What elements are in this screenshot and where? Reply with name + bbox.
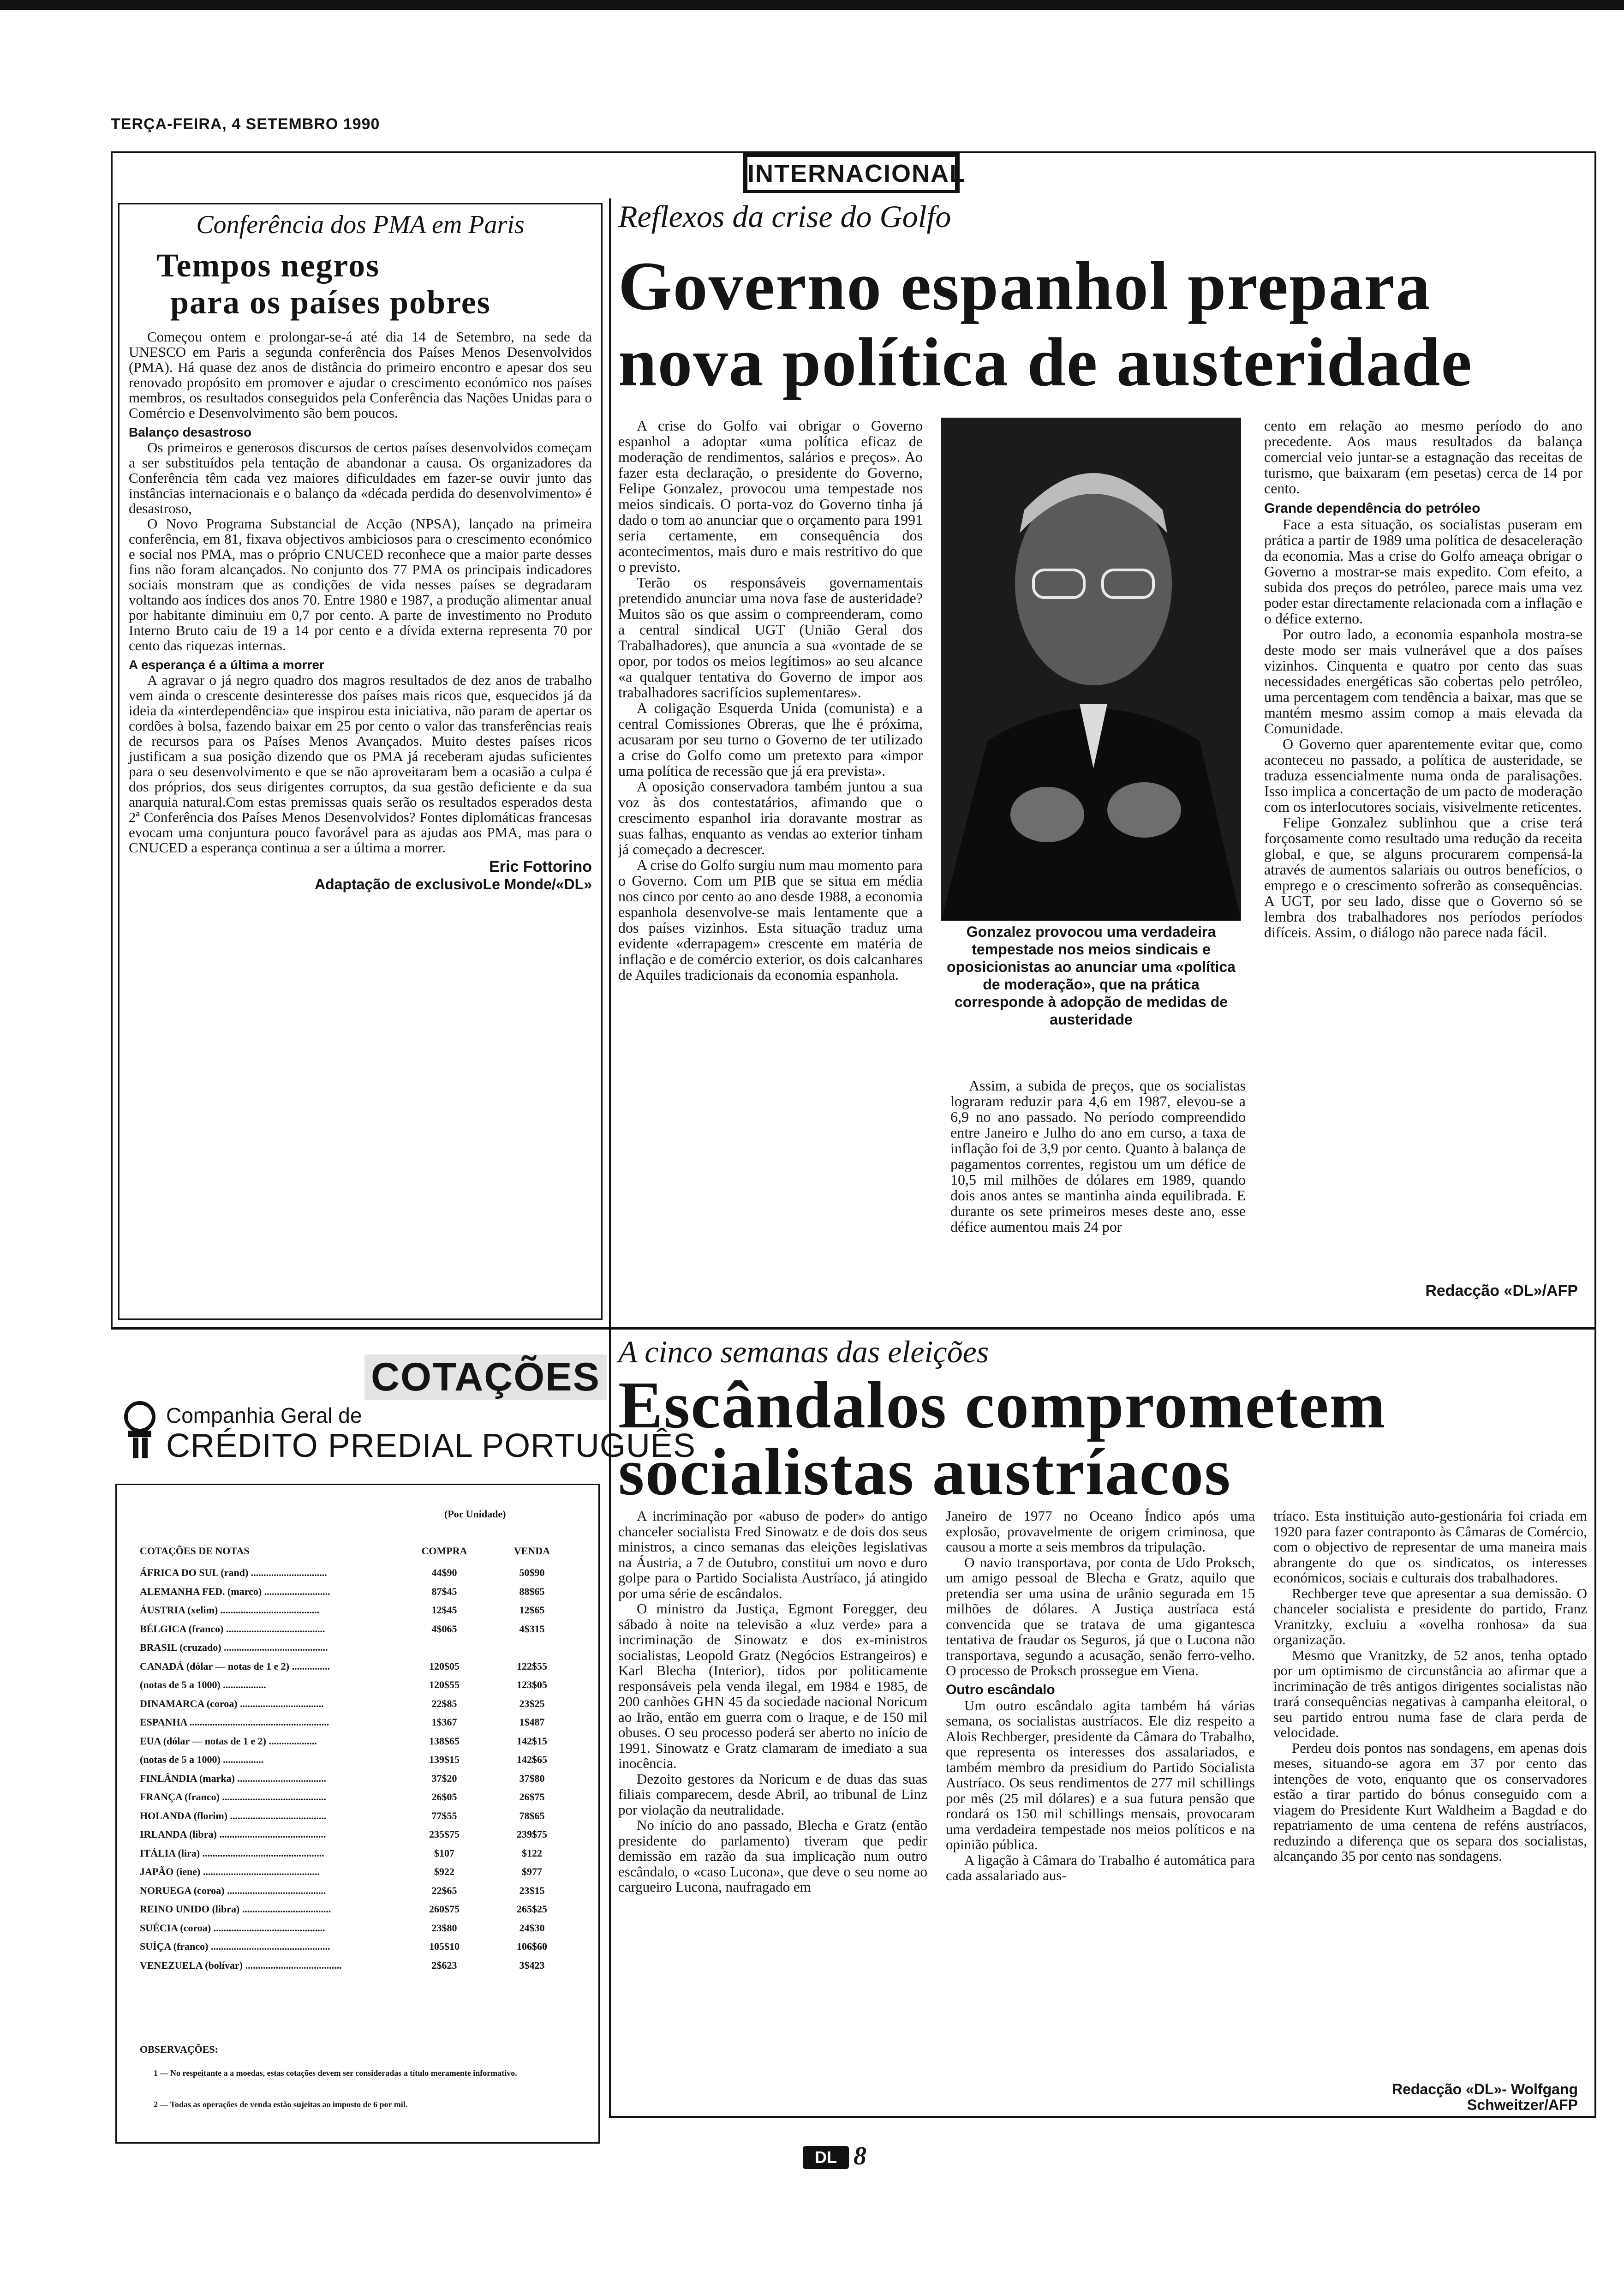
paragraph: Por outro lado, a economia espanhola mostra-se deste modo ser mais vulnerável que a dos países vizinhos. Cinquenta e quatro por cento das suas necessidades energéticas são cobertas pelo petróleo, uma percentagem com tendência a baixar, mas que se mantém mesmo assim comop a mais elevada da Comunidade. — [1264, 626, 1582, 737]
table-row — [140, 1807, 573, 1826]
paragraph: No início do ano passado, Blecha e Gratz (então presidente do parlamento) tiveram que pedir demissão em razão da sua implicação num outro escândalo, o «caso Lucona», que deve o seu nome ao cargueiro Lucona, naufragado em — [618, 1817, 927, 1895]
sell-cell: 88$65 — [519, 1585, 545, 1597]
buy-cell: 87$45 — [431, 1585, 457, 1597]
frame-right-rule — [1594, 152, 1596, 2118]
dl-logo-icon: DL — [803, 2146, 849, 2169]
sell-cell: 50$90 — [519, 1567, 545, 1579]
main-col-1 — [618, 418, 923, 983]
buy-cell: 235$75 — [429, 1828, 460, 1840]
paragraph: A ligação à Câmara do Trabalho é automática para cada assalariado aus- — [946, 1852, 1255, 1883]
currency-cell: (notas de 5 a 1000) ................. — [140, 1679, 266, 1691]
currency-cell: DINAMARCA (coroa) ................................. — [140, 1697, 324, 1709]
currency-cell: FRANÇA (franco) ......................................... — [140, 1791, 326, 1803]
main-kicker: Reflexos da crise do Golfo — [618, 199, 951, 234]
austria-kicker: A cinco semanas das eleições — [618, 1334, 989, 1369]
paragraph: Dezoito gestores da Noricum e de duas das suas filiais comparecem, desde Abril, ao tribunal de Linz por violação da neutralidade. — [618, 1770, 927, 1818]
paragraph: O Governo quer aparentemente evitar que, como aconteceu no passado, a política de austeridade, se traduza essencialmente numa onda de paralisações. Isso implica a concertação de um pacto de moderação com os interlocutores sociais, visivelmente reticentes. — [1264, 736, 1582, 815]
buy-cell: 22$85 — [431, 1697, 457, 1709]
currency-cell: SUÉCIA (coroa) ............................................ — [140, 1922, 325, 1934]
sell-cell: 239$75 — [517, 1828, 547, 1840]
currency-cell: ALEMANHA FED. (marco) .......................... — [140, 1585, 330, 1597]
subheading: Outro escândalo — [946, 1682, 1055, 1697]
sell-cell: $977 — [522, 1866, 542, 1878]
buy-cell — [398, 1638, 490, 1657]
table-row — [140, 1882, 573, 1900]
buy-cell: 260$75 — [429, 1903, 460, 1915]
currency-cell: ESPANHA ....................................................... — [140, 1716, 329, 1728]
sell-cell: 24$30 — [519, 1922, 545, 1934]
subheading: Grande dependência do petróleo — [1264, 501, 1481, 516]
col-header-sell: VENDA — [513, 1545, 550, 1557]
currency-cell: JAPÃO (iene) .............................................. — [140, 1866, 320, 1878]
sell-cell: 1$487 — [519, 1716, 545, 1728]
subheading: Balanço desastroso — [129, 425, 252, 439]
horizontal-divider — [111, 1327, 1596, 1330]
table-row — [140, 1713, 573, 1732]
table-row — [140, 1956, 573, 1975]
left-kicker: Conferência dos PMA em Paris — [196, 210, 525, 239]
main-col-2 — [950, 1078, 1246, 1234]
paragraph: tríaco. Esta instituição auto-gestionária foi criada em 1920 para fazer contraponto às Câmaras de Comércio, com o objectivo de representar de uma maneira mais abrangente do que os sindicatos, os interesses económicos, sociais e culturais dos trabalhadores. — [1273, 1508, 1587, 1586]
sell-cell: 142$15 — [517, 1735, 547, 1747]
col-header-notes: COTAÇÕES DE NOTAS — [140, 1545, 250, 1557]
paragraph: A incriminação por «abuso de poder» do antigo chanceler socialista Fred Sinowatz e de dois dos seus ministros, a cinco semanas das eleições legislativas na Áustria, a 7 de Outubro, constitui um novo e duro golpe para o Partido Socialista Austríaco, já atingido por uma série de escândalos. — [618, 1508, 927, 1601]
currency-cell: BRASIL (cruzado) ......................................... — [140, 1642, 328, 1654]
sell-cell: 106$60 — [517, 1941, 547, 1953]
main-col-3 — [1264, 418, 1582, 940]
buy-cell: 1$367 — [431, 1716, 457, 1728]
currency-cell: ÁUSTRIA (xelim) ....................................... — [140, 1604, 320, 1616]
paragraph: A coligação Esquerda Unida (comunista) e a central Comissiones Obreras, que lhe é próxima, acusaram por seu turno o Governo de ter utilizado a crise do Golfo como um pretexto para «impor uma política de recessão que já era prevista». — [618, 700, 923, 779]
austria-headline-2: socialistas austríacos — [618, 1435, 1231, 1509]
table-row — [140, 1844, 573, 1863]
main-credit: Redacção «DL»/AFP — [1425, 1282, 1578, 1300]
buy-cell: 139$15 — [429, 1754, 460, 1766]
table-row — [140, 1919, 573, 1938]
austria-headline-1: Escândalos comprometem — [618, 1368, 1386, 1442]
currency-cell: REINO UNIDO (libra) ................................... — [140, 1903, 331, 1915]
buy-cell: 37$20 — [431, 1772, 457, 1784]
austria-credit — [1338, 2081, 1578, 2113]
paragraph: O ministro da Justiça, Egmont Foregger, deu sábado à noite na televisão a «luz verde» para a incriminação de Sinowatz e dos ex-ministros socialistas, Leopold Gratz (Negócios Estrangeiros) e Karl Blecha (Interior), tidos por politicamente responsáveis pela venda ilegal, em 1984 e 1985, de 200 canhões GHN 45 da sociedade nacional Noricum ao Irão, então em guerra com o Iraque, e de 150 mil obuses. O seu processo poderá ser aberto no início de 1991. Sinowatz e Gratz clamaram de imediato a sua inocência. — [618, 1600, 927, 1771]
buy-cell: 4$065 — [431, 1623, 457, 1635]
paragraph: Rechberger teve que apresentar a sua demissão. O chanceler socialista e presidente do partido, Franz Vranitzky, excluiu a «ovelha ronhosa» da sua organização. — [1273, 1585, 1587, 1648]
left-headline-1: Tempos negros — [156, 247, 380, 284]
table-row — [140, 1582, 573, 1601]
currency-cell: VENEZUELA (bolívar) ...................................... — [140, 1959, 342, 1971]
credit-line-2: Schweitzer/AFP — [1467, 2097, 1578, 2113]
austria-col-1 — [618, 1508, 927, 1895]
buy-cell: 22$65 — [431, 1884, 457, 1896]
currency-cell: SUÍÇA (franco) ............................................... — [140, 1941, 330, 1953]
paragraph: Janeiro de 1977 no Oceano Índico após uma explosão, provavelmente de origem criminosa, que causou a morte a seis membros da tripulação. — [946, 1508, 1255, 1555]
buy-cell: 105$10 — [429, 1941, 460, 1953]
unit-label: (Por Unidade) — [444, 1508, 506, 1520]
sell-cell: 265$25 — [517, 1903, 547, 1915]
subheading: A esperança é a última a morrer — [129, 658, 324, 672]
observation-2: 2 — Todas as operações de venda estão sujeitas ao imposto de 6 por mil. — [154, 2100, 408, 2109]
paragraph: A oposição conservadora também juntou a sua voz às dos contestatários, afimando que o crescimento espanhol iria doravante mostrar as suas falhas, enquanto as vendas ao exterior tinham já começado a decrescer. — [618, 778, 923, 857]
paragraph: Assim, a subida de preços, que os socialistas lograram reduzir para 4,6 em 1987, elevou-se a 6,9 no ano passado. No período compreendido entre Janeiro e Julho do ano em curso, a taxa de inflação foi de 3,9 por cento. Quanto à balança de pagamentos correntes, registou um um défice de 10,5 mil milhões de dólares em 1989, quando dois anos antes se mantinha ainda equilibrada. E durante os sete primeiros meses deste ano, esse défice aumentou mais 24 por — [950, 1077, 1246, 1235]
currency-cell: NORUEGA (coroa) ....................................... — [140, 1884, 326, 1896]
paragraph: A crise do Golfo vai obrigar o Governo espanhol a adoptar «uma política eficaz de moderação de rendimentos, salários e preços». Ao fazer esta declaração, o presidente do Governo, Felipe Gonzalez, provocou uma tempestade nos meios sindicais. O porta-voz do Governo tinha já dado o tom ao anunciar que o orçamento para 1991 seria certamente, em consequência dos acontecimentos, mais duro e mais restritivo do que o previsto. — [618, 417, 923, 575]
paragraph: A agravar o já negro quadro dos magros resultados de dez anos de trabalho vem ainda o crescente desinteresse dos países mais ricos que, esquecidos já da ideia da «interdependência» que inspirou esta iniciativa, não param de apertar os cordões à bolsa, fazendo baixar em 25 por cento o valor das transferências reais de recursos para os Países Menos Avançados. Muito destes países ricos justificam a sua posição dizendo que os PMA já receberam ajudas suficientes para o seu desenvolvimento e que se não aproveitaram bem a ocasião a culpa é dos próprios, dos seus dirigentes corruptos, da sua gestão deficiente e da sua anarquia natural.Com estas premissas quais serão os resultados esperados desta 2ª Conferência dos Países Menos Desenvolvidos? Fontes diplomáticas francesas evocam uma conjuntura pouco favorável para as ajudas aos PMA, mas para o CNUCED a esperança continua a ser a última a morrer. — [129, 672, 592, 856]
paragraph: cento em relação ao mesmo período do ano precedente. Aos maus resultados da balança comercial veio juntar-se a estagnação das receitas de turismo, que baixaram (em pesetas) cerca de 14 por cento. — [1264, 417, 1582, 497]
company-name-bottom: CRÉDITO PREDIAL PORTUGUÊS — [166, 1427, 696, 1464]
sell-cell: 4$315 — [519, 1623, 545, 1635]
rates-table — [140, 1545, 573, 1975]
observation-1: 1 — No respeitante a a moedas, estas cotações devem ser consideradas a título meramente informativo. — [154, 2068, 517, 2078]
table-row — [140, 1620, 573, 1639]
table-row — [140, 1937, 573, 1956]
buy-cell: $922 — [434, 1866, 454, 1878]
section-label: INTERNACIONAL — [747, 157, 955, 190]
column-divider — [609, 198, 611, 2118]
left-body — [129, 329, 592, 855]
paragraph: A crise do Golfo surgiu num mau momento para o Governo. Com um PIB que se situa em média nos cinco por cento ao ano desde 1988, a economia espanhola desenvolve-se mais lentamente que a dos países vizinhos. Esta situação traduz uma evidente «derrapagem» crescente em matéria de inflação e de comércio exterior, os dois calcanhares de Aquiles tradicionais da economia espanhola. — [618, 857, 923, 983]
credit-line-1: Redacção «DL»- Wolfgang — [1391, 2081, 1578, 2097]
buy-cell: 120$55 — [429, 1679, 460, 1691]
main-headline-1: Governo espanhol prepara — [618, 248, 1432, 324]
left-article-box — [118, 203, 603, 1320]
currency-cell: CANADÁ (dólar — notas de 1 e 2) ............... — [140, 1660, 330, 1672]
frame-left-rule — [111, 152, 113, 1329]
paragraph: Perdeu dois pontos nas sondagens, em apenas dois meses, situando-se agora em 37 por cento das intenções de voto, enquanto que os conservadores estão a tirar partido do bónus conseguido com a viagem do Presidente Kurt Waldheim a Bagdad e do repatriamento de uma centena de reféns austríacos, reduzindo a diferença que os separa dos socialistas, alcançando 35 por cento nas sondagens. — [1273, 1739, 1587, 1864]
austria-col-2 — [946, 1508, 1255, 1883]
quotes-title: COTAÇÕES — [364, 1354, 607, 1400]
sell-cell: 23$25 — [519, 1697, 545, 1709]
sell-cell: $122 — [522, 1847, 542, 1859]
observations-title: OBSERVAÇÕES: — [140, 2043, 218, 2055]
currency-cell: HOLANDA (florim) ...................................... — [140, 1810, 327, 1822]
table-row — [140, 1564, 573, 1582]
left-headline-2: para os países pobres — [170, 284, 491, 321]
author: Eric Fottorino — [489, 858, 592, 875]
portrait-image — [941, 418, 1241, 921]
col-header-buy: COMPRA — [421, 1545, 467, 1557]
company-name-top: Companhia Geral de — [166, 1403, 362, 1427]
buy-cell: 26$05 — [431, 1791, 457, 1803]
sell-cell — [490, 1638, 573, 1657]
currency-cell: BÉLGICA (franco) ....................................... — [140, 1623, 325, 1635]
table-row — [140, 1638, 573, 1657]
main-headline-2: nova política de austeridade — [618, 324, 1473, 401]
paragraph: Os primeiros e generosos discursos de certos países desenvolvidos começam a ser substituídos pela tentação de abandonar a causa. Os organizadores da Conferência têm cada vez maiores dificuldades em fazer-se ouvir junto das instâncias internacionais e o balanço da «década perdida do desenvolvimento» é desastroso, — [129, 439, 592, 516]
paragraph: Um outro escândalo agita também há várias semana, os socialistas austríacos. Ele diz respeito a Alois Rechberger, presidente da Câmara do Trabalho, que representa os interesses dos assalariados, e também membro da presidium do Partido Socialista Austríaco. Os seus rendimentos de 277 mil schillings por mês (25 mil dólares) e a sua futura pensão que rondará os 150 mil schillings mensais, provocaram uma verdadeira tempestade nos meios políticos e na opinião pública. — [946, 1697, 1255, 1852]
table-row — [140, 1825, 573, 1844]
photo-caption: Gonzalez provocou uma verdadeira tempestade nos meios sindicais e oposicionistas ao anunciar uma «política de moderação», que na prática corresponde à adopção de medidas de austeridade — [947, 923, 1236, 1028]
table-row — [140, 1695, 573, 1714]
table-row — [140, 1750, 573, 1769]
sell-cell: 26$75 — [519, 1791, 545, 1803]
buy-cell: 77$55 — [431, 1810, 457, 1822]
sell-cell: 3$423 — [519, 1959, 545, 1971]
paragraph: Felipe Gonzalez sublinhou que a crise terá forçosamente como resultado uma redução da receita global, e que, se alguns procurarem compensá-la através de aumentos salariais ou outros benefícios, o emprego e o crescimento sofrerão as consequências. A UGT, por seu lado, disse que o Governo só se lembra dos trabalhadores nos períodos períodos difíceis. Assim, o diálogo não parece nada fácil. — [1264, 814, 1582, 941]
table-row — [140, 1657, 573, 1676]
credit: Adaptação de exclusivoLe Monde/«DL» — [314, 876, 592, 893]
paragraph: O Novo Programa Substancial de Acção (NPSA), lançado na primeira conferência, em 81, fixava objectivos ambiciosos para o crescimento económico e social nos PMA, mas o próprio CNUCED reconhece que a maior parte desses fins não foram alcançados. No conjunto dos 77 PMA os principais indicadores sociais monstram que as condições de vida nesses países se degradaram voltando aos índices dos anos 70. Entre 1980 e 1987, a produção alimentar anual por habitante diminuiu em 0,7 por cento. A parte de investimento no Produto Interno Bruto caiu de 19 a 14 por cento e a dívida externa representa 70 por cento das riquezas internas. — [129, 515, 592, 653]
paragraph: Terão os responsáveis governamentais pretendido anunciar uma nova fase de austeridade? Muitos são os que assim o compreenderam, como a central sindical UGT (União Geral dos Trabalhadores), que anuncia a sua «vontade de se opor, por todos os meios legítimos» ao seu alcance «a qualquer tentativa do Governo de impor aos trabalhadores sacrifícios suplementares». — [618, 574, 923, 701]
paragraph: Face a esta situação, os socialistas puseram em prática a partir de 1989 uma política de desaceleração da economia. Mas a crise do Golfo ameaça obrigar o Governo a mostrar-se mais expedito. Com efeito, a subida dos preços do petróleo, parece mais uma vez poder estar directamente relacionada com a inflação e o défice externo. — [1264, 516, 1582, 627]
sell-cell: 122$55 — [517, 1660, 547, 1672]
table-row — [140, 1788, 573, 1807]
paragraph: O navio transportava, por conta de Udo Proksch, um amigo pessoal de Blecha e Gratz, aquilo que pretendia ser uma usina de urânio segurada em 15 milhões de dólares. A Justiça austríaca está convencida que se tratava de uma gigantesca tentativa de fraudar os Seguros, já que o Lucona não transportava, segundo a acusação, senão ferro-velho. O processo de Proksch prossegue em Viena. — [946, 1554, 1255, 1678]
buy-cell: 138$65 — [429, 1735, 460, 1747]
currency-cell: (notas de 5 a 1000) ................ — [140, 1754, 264, 1766]
table-row — [140, 1863, 573, 1882]
currency-cell: IRLANDA (libra) .......................................... — [140, 1828, 326, 1840]
bank-logo-icon — [119, 1401, 161, 1461]
buy-cell: 44$90 — [431, 1567, 457, 1579]
table-row — [140, 1601, 573, 1620]
currency-cell: FINLÂNDIA (marka) ................................... — [140, 1772, 326, 1784]
table-row — [140, 1769, 573, 1788]
table-row — [140, 1732, 573, 1751]
buy-cell: 12$45 — [431, 1604, 457, 1616]
currency-cell: EUA (dólar — notas de 1 e 2) ................... — [140, 1735, 317, 1747]
top-border — [0, 0, 1624, 10]
sell-cell: 78$65 — [519, 1810, 545, 1822]
austria-col-3 — [1273, 1508, 1587, 1864]
currency-cell: ITÁLIA (lira) ................................................ — [140, 1847, 324, 1859]
sell-cell: 37$80 — [519, 1772, 545, 1784]
sell-cell: 142$65 — [517, 1754, 547, 1766]
buy-cell: 120$05 — [429, 1660, 460, 1672]
page-number: 8 — [854, 2142, 866, 2170]
photo-gonzalez — [941, 418, 1241, 921]
buy-cell: 2$623 — [431, 1959, 457, 1971]
sell-cell: 12$65 — [519, 1604, 545, 1616]
rates-table-box — [115, 1484, 600, 2144]
sell-cell: 123$05 — [517, 1679, 547, 1691]
buy-cell: 23$80 — [431, 1922, 457, 1934]
bottom-rule — [609, 2116, 1596, 2118]
sell-cell: 23$15 — [519, 1884, 545, 1896]
page-dateline: TERÇA-FEIRA, 4 SETEMBRO 1990 — [111, 115, 380, 133]
paragraph: Mesmo que Vranitzky, de 52 anos, tenha optado por um optimismo de circunstância ao afirmar que a incriminação de três antigos dirigentes socialistas não trará consequências negativas à campanha eleitoral, o seu partido entrou numa fase de clara perda de velocidade. — [1273, 1647, 1587, 1740]
paragraph: Começou ontem e prolongar-se-á até dia 14 de Setembro, na sede da UNESCO em Paris a segunda conferência dos Países Menos Desenvolvidos (PMA). Há quase dez anos de distância do primeiro encontro e apesar dos seu renovado propósito em promover e ajudar o crescimento económico nos países membros, os resultados conseguidos pela Conferência das Nações Unidas para o Comércio e Desenvolvimento são bem poucos. — [129, 329, 592, 421]
currency-cell: ÁFRICA DO SUL (rand) .............................. — [140, 1567, 327, 1579]
table-row — [140, 1900, 573, 1919]
table-row — [140, 1676, 573, 1695]
buy-cell: $107 — [434, 1847, 454, 1859]
